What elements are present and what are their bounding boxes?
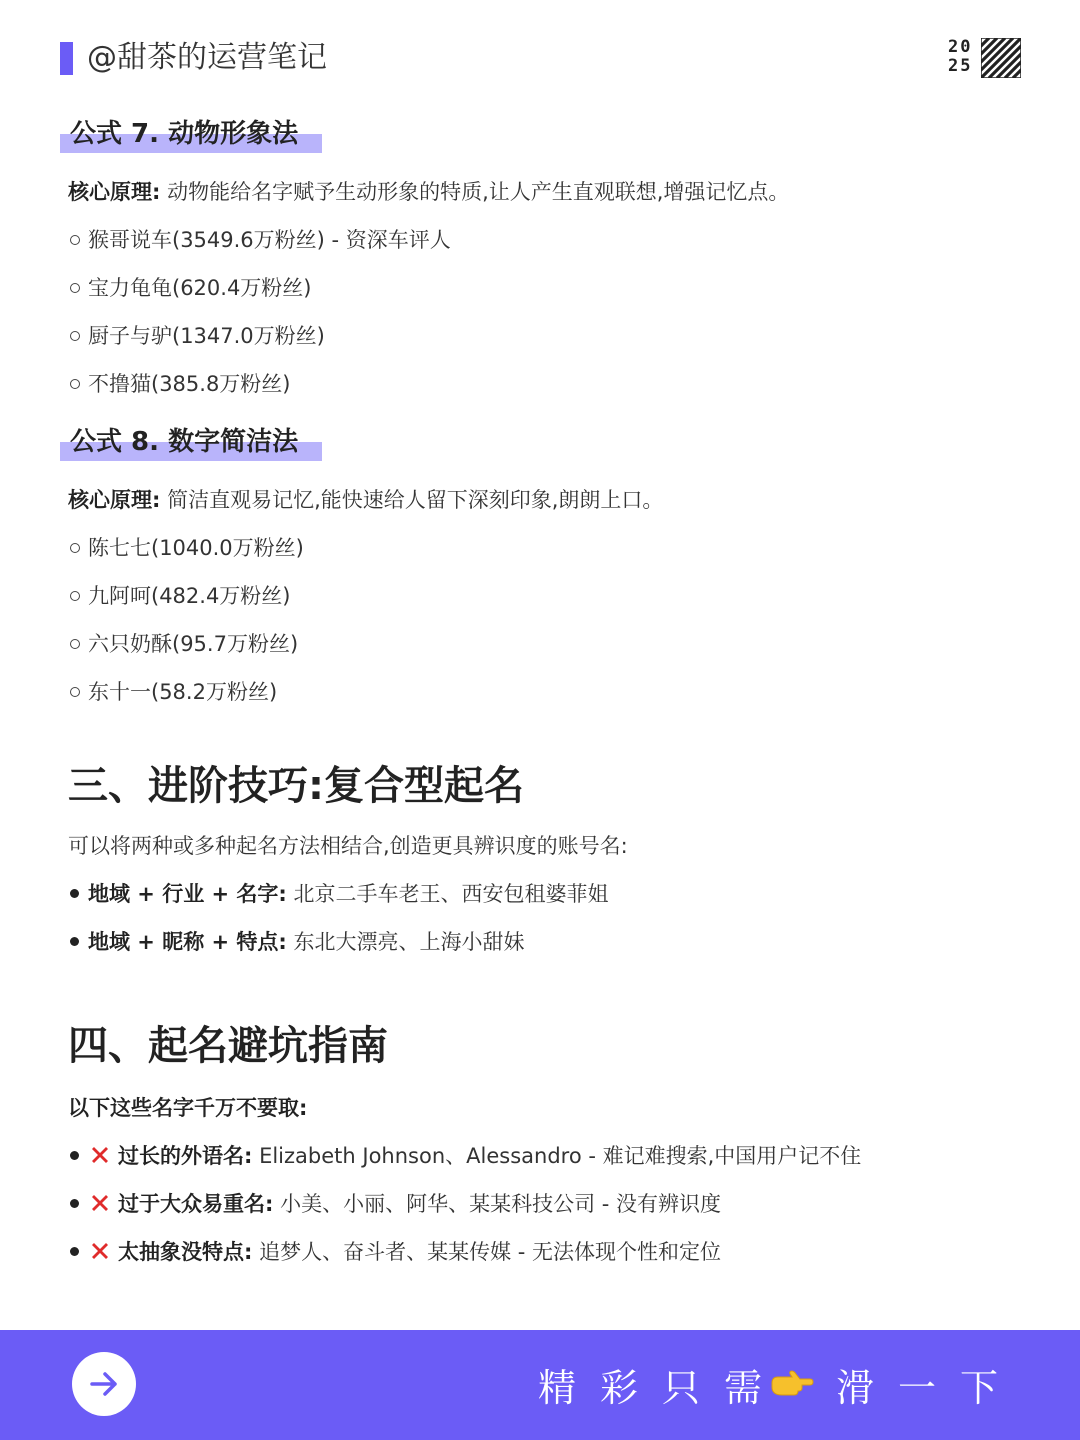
circle-bullet-icon [70, 379, 80, 389]
list-item: 地域 + 昵称 + 特点: 东北大漂亮、上海小甜妹 [68, 918, 1028, 966]
list-item: 六只奶酥(95.7万粉丝) [68, 620, 1028, 668]
list-item: 东十一(58.2万粉丝) [68, 668, 1028, 716]
circle-bullet-icon [70, 235, 80, 245]
circle-bullet-icon [70, 591, 80, 601]
author-handle: @甜茶的运营笔记 [87, 40, 327, 75]
dot-bullet-icon [70, 889, 79, 898]
swipe-hint: 精 彩 只 需 滑 一 下 [537, 1365, 998, 1410]
list-item: 太抽象没特点: 追梦人、奋斗者、某某传媒 - 无法体现个性和定位 [68, 1228, 1028, 1276]
dot-bullet-icon [70, 1247, 79, 1256]
diagonal-stripes-icon [981, 38, 1021, 78]
principle-text: 简洁直观易记忆,能快速给人留下深刻印象,朗朗上口。 [160, 488, 664, 512]
circle-bullet-icon [70, 331, 80, 341]
formula7-principle [68, 168, 1028, 216]
principle-label: 核心原理: [68, 180, 161, 204]
list-item: 过于大众易重名: 小美、小丽、阿华、某某科技公司 - 没有辨识度 [68, 1180, 1028, 1228]
formula8-principle [68, 476, 1028, 524]
arrow-right-icon [86, 1366, 122, 1402]
dot-bullet-icon [70, 1199, 79, 1208]
circle-bullet-icon [70, 543, 80, 553]
main-content [68, 110, 1028, 1276]
formula8-title: 公式 8. 数字简洁法 [68, 422, 322, 462]
next-page-button[interactable] [72, 1352, 136, 1416]
year-badge [948, 38, 1023, 78]
section4-intro: 以下这些名字千万不要取: [68, 1096, 308, 1120]
dot-bullet-icon [70, 937, 79, 946]
formula7-title: 公式 7. 动物形象法 [68, 114, 322, 154]
cross-mark-icon [88, 1239, 112, 1263]
list-item: 九阿呵(482.4万粉丝) [68, 572, 1028, 620]
list-item: 猴哥说车(3549.6万粉丝) - 资深车评人 [68, 216, 1028, 264]
year-top: 20 [948, 37, 973, 57]
footer-bar [0, 1330, 1080, 1440]
cross-mark-icon [88, 1143, 112, 1167]
list-item: 地域 + 行业 + 名字: 北京二手车老王、西安包租婆菲姐 [68, 870, 1028, 918]
section4-title: 四、起名避坑指南 [68, 1023, 388, 1069]
list-item: 不撸猫(385.8万粉丝) [68, 360, 1028, 408]
list-item: 宝力龟龟(620.4万粉丝) [68, 264, 1028, 312]
header-accent-bar [60, 42, 73, 75]
cross-mark-icon [88, 1191, 112, 1215]
list-item: 过长的外语名: Elizabeth Johnson、Alessandro - 难记难搜索,中国用户记不住 [68, 1132, 1028, 1180]
year-bottom: 25 [948, 56, 973, 76]
list-item: 陈七七(1040.0万粉丝) [68, 524, 1028, 572]
section3-title: 三、进阶技巧:复合型起名 [68, 763, 524, 809]
pointing-hand-icon [770, 1369, 814, 1399]
list-item: 厨子与驴(1347.0万粉丝) [68, 312, 1028, 360]
section3-intro: 可以将两种或多种起名方法相结合,创造更具辨识度的账号名: [68, 834, 628, 858]
principle-label: 核心原理: [68, 488, 161, 512]
circle-bullet-icon [70, 639, 80, 649]
circle-bullet-icon [70, 687, 80, 697]
principle-text: 动物能给名字赋予生动形象的特质,让人产生直观联想,增强记忆点。 [160, 180, 790, 204]
circle-bullet-icon [70, 283, 80, 293]
year-text [948, 38, 978, 76]
dot-bullet-icon [70, 1151, 79, 1160]
